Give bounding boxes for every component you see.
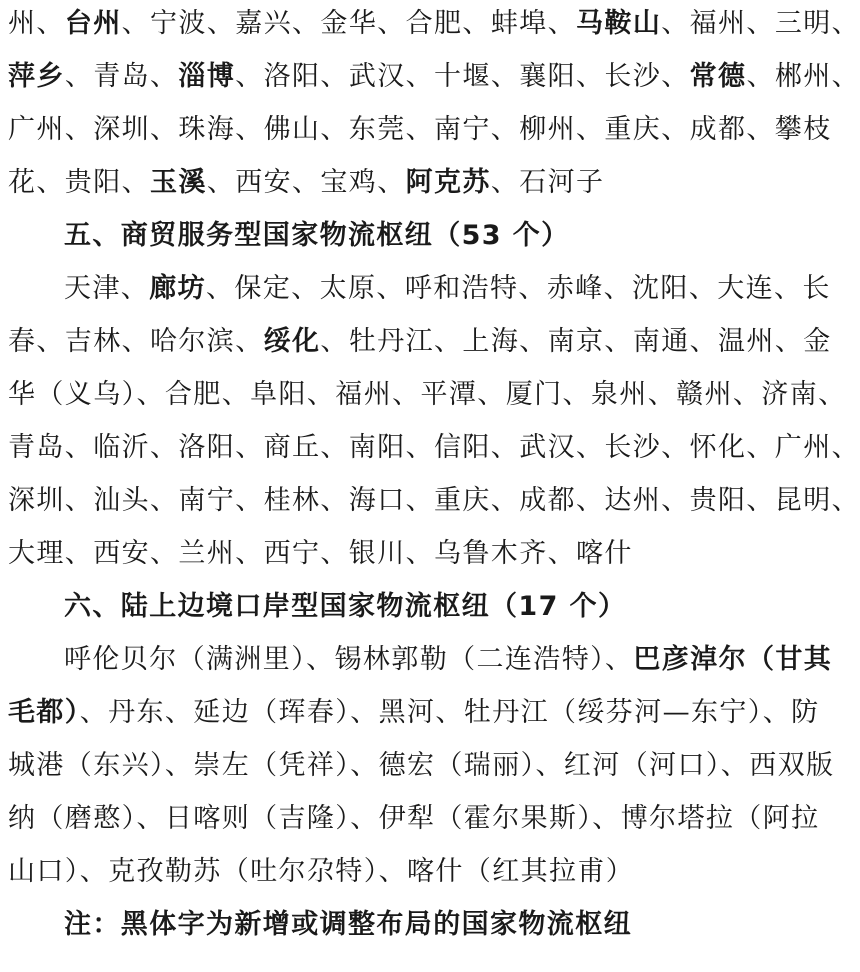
text-segment: 山口）、克孜勒苏（吐尔尕特）、喀什（红其拉甫） — [8, 856, 635, 887]
text-segment: 、宁波、嘉兴、金华、合肥、蚌埠、 — [121, 8, 577, 39]
text-line — [8, 428, 860, 468]
text-segment: 、保定、太原、呼和浩特、赤峰、沈阳、大连、长 — [206, 273, 831, 304]
bold-place-name: 注：黑体字为新增或调整布局的国家物流枢纽 — [64, 909, 632, 940]
text-segment: 、丹东、延边（珲春）、黑河、牡丹江（绥芬河—东宁）、防 — [79, 697, 820, 728]
bold-place-name: 廊坊 — [149, 273, 207, 304]
text-line — [8, 746, 835, 786]
bold-place-name: 绥化 — [263, 326, 321, 357]
text-line — [8, 163, 798, 203]
text-segment: 深圳、汕头、南宁、桂林、海口、重庆、成都、达州、贵阳、昆明、 — [8, 485, 860, 516]
bold-place-name: 台州 — [64, 8, 122, 39]
text-line — [8, 322, 832, 362]
text-line — [64, 269, 831, 309]
text-segment: 天津、 — [64, 273, 150, 304]
text-segment: 、牡丹江、上海、南京、南通、温州、金 — [320, 326, 832, 357]
text-line — [8, 4, 860, 44]
text-segment: 城港（东兴）、崇左（凭祥）、德宏（瑞丽）、红河（河口）、西双版 — [8, 750, 835, 781]
text-line — [8, 799, 820, 839]
text-line — [8, 110, 832, 150]
text-line — [8, 57, 860, 97]
bold-place-name: 毛都） — [8, 697, 80, 728]
text-segment: 纳（磨憨）、日喀则（吉隆）、伊犁（霍尔果斯）、博尔塔拉（阿拉 — [8, 803, 820, 834]
section-heading — [64, 216, 798, 256]
bold-place-name: 阿克苏 — [405, 167, 491, 198]
bold-place-name: 萍乡 — [8, 61, 65, 92]
bold-place-name: 五、商贸服务型国家物流枢纽（53 个） — [64, 220, 570, 251]
text-segment: 、西安、宝鸡、 — [206, 167, 406, 198]
text-segment: 广州、深圳、珠海、佛山、东莞、南宁、柳州、重庆、成都、攀枝 — [8, 114, 832, 145]
bold-place-name: 六、陆上边境口岸型国家物流枢纽（17 个） — [64, 591, 627, 622]
bold-place-name: 巴彦淖尔（甘其 — [633, 644, 833, 675]
text-segment: 华（义乌）、合肥、阜阳、福州、平潭、厦门、泉州、赣州、济南、 — [8, 379, 847, 410]
text-segment: 、郴州、 — [746, 61, 860, 92]
text-segment: 、石河子 — [490, 167, 605, 198]
text-segment: 春、吉林、哈尔滨、 — [8, 326, 264, 357]
bold-place-name: 淄博 — [178, 61, 236, 92]
bold-place-name: 玉溪 — [150, 167, 207, 198]
text-segment: 、青岛、 — [64, 61, 179, 92]
bold-place-name: 马鞍山 — [576, 8, 662, 39]
text-segment: 呼伦贝尔（满洲里）、锡林郭勒（二连浩特）、 — [64, 644, 634, 675]
text-line — [8, 481, 860, 521]
text-segment: 青岛、临沂、洛阳、商丘、南阳、信阳、武汉、长沙、怀化、广州、 — [8, 432, 860, 463]
text-line — [8, 375, 847, 415]
text-segment: 、洛阳、武汉、十堰、襄阳、长沙、 — [235, 61, 690, 92]
text-segment: 大理、西安、兰州、西宁、银川、乌鲁木齐、喀什 — [8, 538, 633, 569]
text-segment: 州、 — [8, 8, 65, 39]
text-line — [8, 534, 798, 574]
section-heading — [64, 587, 798, 627]
bold-place-name: 常德 — [689, 61, 747, 92]
text-line — [64, 640, 833, 680]
section-heading — [64, 905, 798, 945]
text-line — [8, 852, 798, 892]
text-segment: 花、贵阳、 — [8, 167, 150, 198]
text-segment: 、福州、三明、 — [661, 8, 860, 39]
text-line — [8, 693, 820, 733]
